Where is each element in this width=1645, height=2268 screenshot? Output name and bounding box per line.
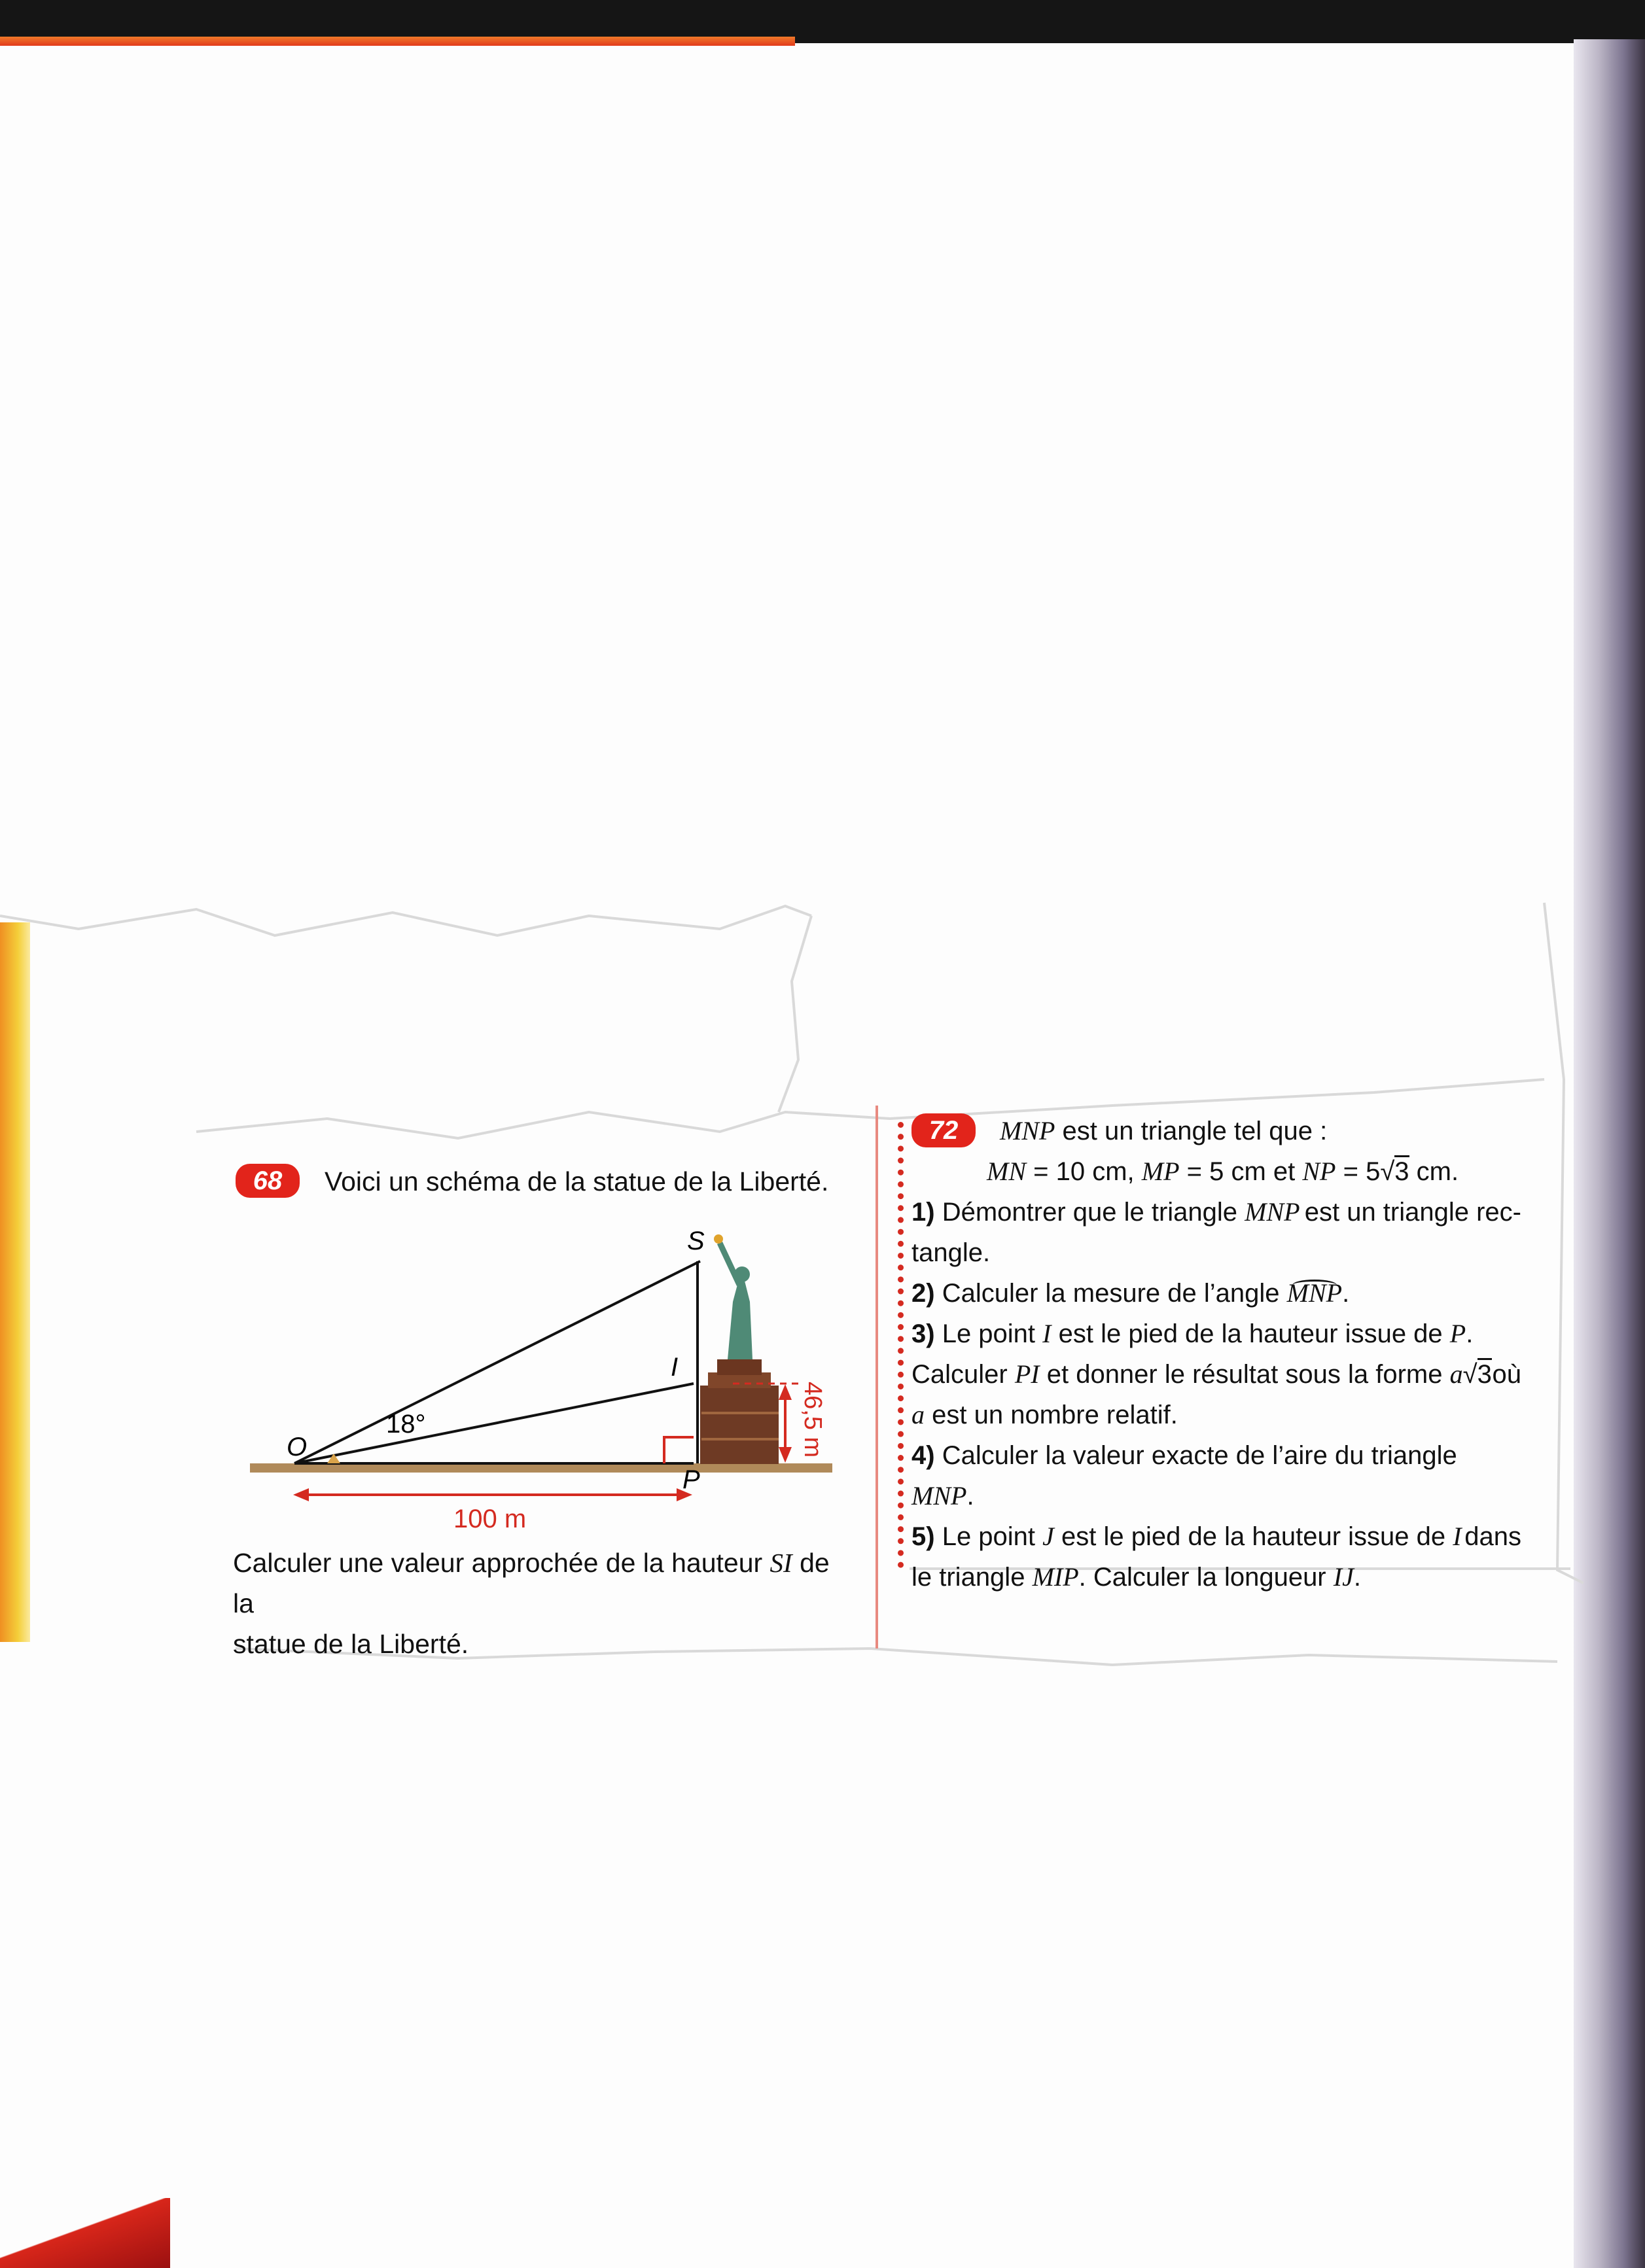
text: Calculer la mesure de l’angle xyxy=(934,1279,1287,1308)
ex72-q1-line-2: tangle. xyxy=(911,1238,991,1267)
label-p: P xyxy=(682,1465,700,1494)
var: a xyxy=(911,1400,925,1429)
question-number: 3) xyxy=(911,1319,935,1348)
angle-label: 18° xyxy=(386,1410,426,1439)
ex72-q1 xyxy=(911,1192,1521,1232)
var: MNP xyxy=(1286,1278,1343,1308)
question-var: SI xyxy=(769,1548,792,1578)
text: Le point xyxy=(934,1522,1043,1551)
var: MIP xyxy=(1032,1562,1079,1592)
statue-of-liberty-diagram xyxy=(236,1217,857,1557)
var: MNP xyxy=(1000,1116,1055,1145)
var: a xyxy=(1449,1359,1463,1389)
text: = 10 cm, xyxy=(1026,1157,1142,1186)
text: Le point xyxy=(934,1319,1043,1348)
text: est un triangle tel que : xyxy=(1055,1117,1328,1145)
ex72-q3 xyxy=(911,1314,1521,1354)
text: le triangle xyxy=(911,1563,1033,1592)
text: et donner le résultat sous la forme xyxy=(1039,1360,1450,1389)
text: Démontrer que le triangle xyxy=(934,1198,1245,1227)
radicand: 3 xyxy=(1477,1358,1492,1389)
distance-label: 100 m xyxy=(453,1505,527,1533)
var: I xyxy=(1042,1319,1052,1348)
angle-notation xyxy=(1287,1278,1342,1308)
text: = 5 cm et xyxy=(1179,1157,1303,1186)
question-text: de la xyxy=(233,1548,830,1618)
ground-strip xyxy=(250,1463,832,1473)
var: MP xyxy=(1141,1157,1180,1186)
angle-hat-icon xyxy=(1292,1280,1337,1291)
exercise-68-question xyxy=(233,1543,841,1664)
text: Calculer la valeur exacte de l’aire du triangle xyxy=(934,1441,1457,1470)
var: J xyxy=(1042,1522,1054,1551)
text: Calculer xyxy=(911,1360,1015,1389)
question-number: 2) xyxy=(911,1279,935,1308)
exercise-68-intro: Voici un schéma de la statue de la Liberté. xyxy=(325,1166,829,1196)
label-i: I xyxy=(671,1353,679,1382)
text: est le pied de la hauteur issue de xyxy=(1053,1522,1453,1551)
exercise-number: 72 xyxy=(929,1115,959,1145)
text: = 5 xyxy=(1335,1157,1381,1186)
question-text: Calculer une valeur approchée de la hauteur xyxy=(233,1548,770,1578)
exercise-72-body xyxy=(911,1111,1521,1597)
var: MNP xyxy=(911,1481,967,1510)
var: IJ xyxy=(1333,1562,1354,1592)
ex72-q5 xyxy=(911,1516,1521,1557)
text: . xyxy=(1466,1319,1474,1348)
dotted-separator xyxy=(898,1122,904,1568)
exercise-number: 68 xyxy=(253,1166,283,1195)
radicand: 3 xyxy=(1394,1155,1409,1186)
text: où xyxy=(1492,1360,1521,1389)
ex72-q5-line-2 xyxy=(911,1557,1521,1597)
text: est un nombre relatif. xyxy=(925,1401,1178,1429)
exercise-68-badge xyxy=(236,1164,300,1198)
var: MNP xyxy=(1245,1197,1300,1227)
text: cm. xyxy=(1409,1157,1459,1186)
text: . xyxy=(1342,1279,1350,1308)
var: P xyxy=(1449,1319,1466,1348)
statue-icon xyxy=(700,1234,779,1464)
var: NP xyxy=(1302,1157,1336,1186)
ex72-line-1 xyxy=(911,1111,1521,1151)
ex72-q2 xyxy=(911,1273,1521,1314)
question-number: 1) xyxy=(911,1198,935,1227)
label-o: O xyxy=(287,1433,308,1461)
question-line-2: statue de la Liberté. xyxy=(233,1629,469,1659)
text: est un triangle rec- xyxy=(1304,1198,1521,1227)
sqrt-sign: √ xyxy=(1380,1157,1395,1186)
height-label: 46,5 m xyxy=(799,1382,826,1458)
text: . xyxy=(1353,1563,1361,1592)
label-s: S xyxy=(687,1227,705,1255)
text: dans xyxy=(1464,1522,1521,1551)
text: . xyxy=(966,1482,974,1510)
question-number: 5) xyxy=(911,1522,935,1551)
ex72-q3-line-3 xyxy=(911,1395,1521,1435)
text: . Calculer la longueur xyxy=(1078,1563,1334,1592)
text: est le pied de la hauteur issue de xyxy=(1051,1319,1450,1348)
question-number: 4) xyxy=(911,1441,935,1470)
question-line-1 xyxy=(233,1543,841,1624)
ex72-q3-line-2 xyxy=(911,1354,1521,1395)
var: I xyxy=(1453,1522,1462,1551)
sqrt-sign: √ xyxy=(1462,1360,1477,1389)
ex72-line-2 xyxy=(911,1151,1521,1192)
var: MN xyxy=(987,1157,1026,1186)
column-divider-line xyxy=(876,1106,878,1649)
var: PI xyxy=(1014,1359,1040,1389)
ex72-q4 xyxy=(911,1435,1521,1516)
